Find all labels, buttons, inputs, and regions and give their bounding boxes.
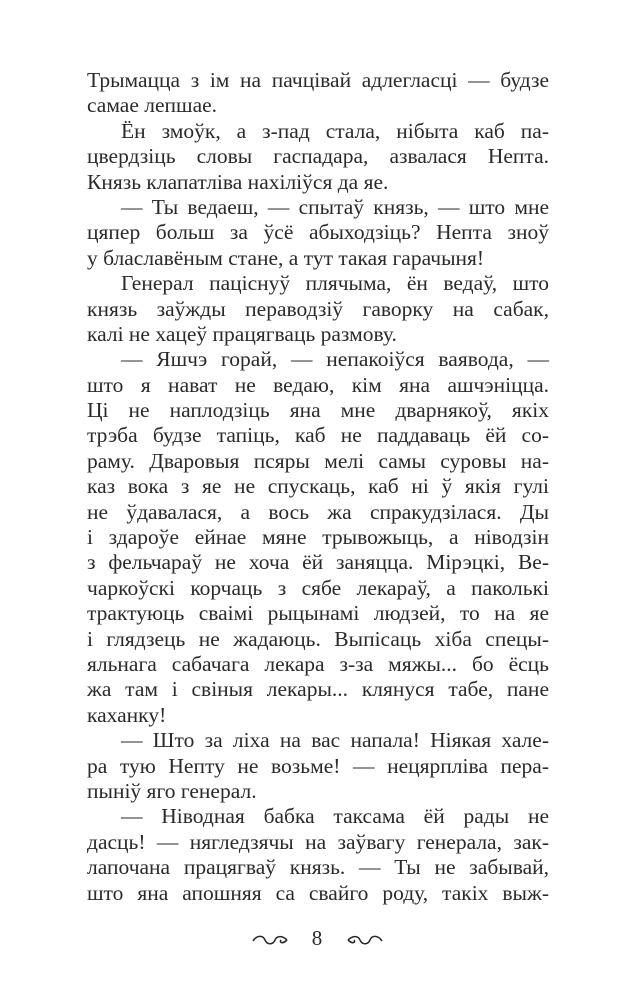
text-line: Генерал паціснуў плячыма, ён ведаў, што	[121, 271, 549, 296]
text-line: трэба будзе тапіць, каб не паддаваць ёй со-	[87, 423, 549, 448]
text-line: каханку!	[87, 702, 167, 727]
text-line: каз вока з яе не спускаць, каб ні ў якія гулі	[87, 474, 549, 499]
text-line: што яна апошняя са свайго роду, такіх выж-	[87, 880, 549, 905]
text-line: што я нават не ведаю, кім яна ашчэніцца.	[87, 372, 549, 397]
text-line: раму. Дваровыя псяры мелі самы суровы на-	[87, 448, 549, 473]
text-line: яльнага сабачага лекара з-за мяжы... бо ёсць	[87, 651, 549, 676]
text-line: Ён змоўк, а з-пад стала, нібыта каб па-	[121, 118, 549, 143]
ornament-right-icon	[346, 934, 384, 946]
text-line: Трымацца з ім на пачцівай адлегласці — будзе	[87, 68, 549, 92]
text-line: чаркоўскі корчаць з сябе лекараў, а паколькі	[87, 575, 549, 600]
ornament-left-icon	[251, 934, 289, 946]
page-body	[87, 68, 549, 906]
text-line: цяпер больш за ўсё абыходзіць? Непта зноў	[87, 220, 549, 245]
text-line: — Ты ведаеш, — спытаў князь, — што мне	[121, 194, 549, 219]
text-line: цвердзіць словы гаспадара, азвалася Непта.	[87, 144, 549, 169]
text-line: пыніў яго генерал.	[87, 778, 257, 803]
text-line: дасць! — нягледзячы на заўвагу генерала, зак-	[87, 829, 549, 854]
text-line: ра тую Непту не возьме! — нецярпліва пера-	[87, 753, 549, 778]
text-line: трактуюць сваімі рыцынамі людзей, то на яе	[87, 601, 549, 626]
text-line: Князь клапатліва нахіліўся да яе.	[87, 169, 389, 194]
text-line: лапочана працягваў князь. — Ты не забывай,	[87, 855, 549, 880]
text-line: — Ніводная бабка таксама ёй рады не	[121, 804, 549, 829]
text-line: — Яшчэ горай, — непакоіўся ваявода, —	[121, 347, 549, 372]
text-line: у блаславёным стане, а тут такая гарачыня!	[87, 245, 485, 270]
text-line: і глядзець не жадаюць. Выпісаць хіба спецы-	[87, 626, 549, 651]
text-line: і здароўе ейнае мяне трывожыць, а ніводзін	[87, 525, 549, 550]
text-line: Ці не наплодзіць яна мне дварнякоў, якіх	[87, 398, 549, 423]
page-number: 8	[311, 926, 323, 950]
text-line: не ўдавалася, а вось жа спракудзілася. Ды	[87, 499, 549, 524]
text-line: — Што за ліха на вас напала! Ніякая хале-	[121, 728, 549, 753]
page-footer	[0, 926, 634, 951]
text-line: калі не хацеў працягваць размову.	[87, 321, 397, 346]
text-line: жа там і свіныя лекары... клянуся табе, пане	[87, 677, 549, 702]
text-line: самае лепшае.	[87, 93, 218, 118]
text-line: князь заўжды пераводзіў гаворку на сабак,	[87, 296, 549, 321]
text-line: з фельчараў не хоча ёй заняцца. Мірэцкі, Ве-	[87, 550, 549, 575]
